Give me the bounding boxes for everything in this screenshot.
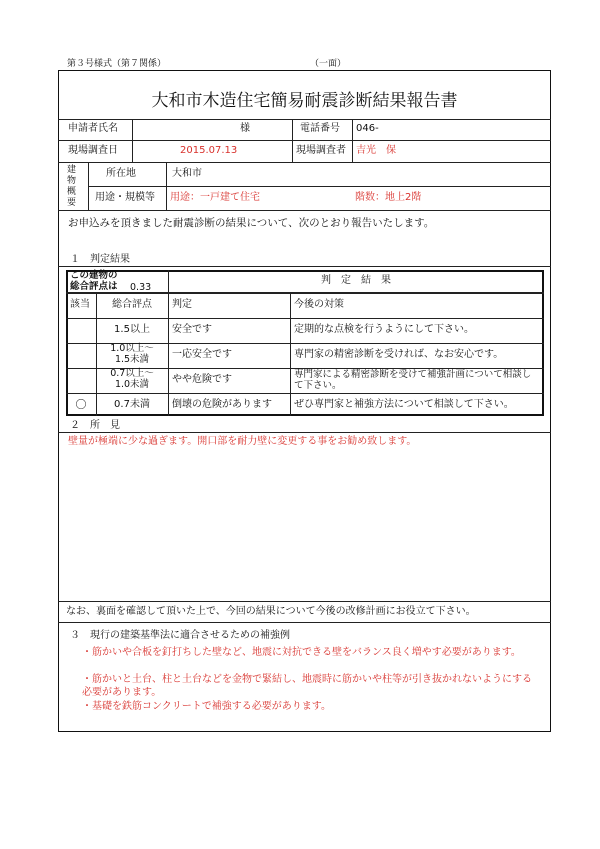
usage-value: 用途：一戸建て住宅 [170, 192, 260, 203]
row4-mark: 〇 [75, 398, 87, 411]
usage-label: 用途・規模等 [95, 192, 155, 203]
page-title: 大和市木造住宅簡易耐震診断結果報告書 [151, 91, 458, 111]
intro-text: お申込みを頂きました耐震診断の結果について、次のとおり報告いたします。 [68, 217, 435, 229]
result-header: 判 定 結 果 [321, 275, 391, 286]
row2-judgment: 一応安全です [172, 349, 232, 360]
phone-value: 046- [356, 123, 379, 134]
reinforcement-item-1: ・筋かいや合板を釘打ちした壁など、地震に対抗できる壁をバランス良く増やす必要があります。 [82, 647, 521, 658]
page-side: （一面） [310, 59, 347, 69]
row3-judgment: やや危険です [172, 374, 232, 385]
score-label-line2: 総合評点は [70, 281, 118, 292]
reinforcement-item-2: ・筋かいと土台、柱と土台などを金物で緊結し、地震時に筋かいや柱等が引き抜かれないようにする必要があります。 [82, 674, 532, 698]
closing-text: なお、裏面を確認して頂いた上で、今回の結果について今後の改修計画にお役立て下さい。 [66, 606, 476, 617]
row3-score-line2: 1.0未満 [114, 379, 150, 390]
applicant-name-label: 申請者氏名 [68, 123, 118, 134]
section1-heading: １ 判定結果 [70, 254, 130, 265]
row1-action: 定期的な点検を行うようにして下さい。 [294, 324, 474, 335]
row2-score-line2: 1.5未満 [114, 354, 150, 365]
honorific: 様 [240, 123, 250, 134]
row4-judgment: 倒壊の危険があります [172, 399, 272, 410]
section3-heading: ３ 現行の建築基準法に適合させるための補強例 [70, 630, 290, 641]
score-label-line1: この建物の [70, 270, 118, 281]
survey-date-value: 2015.07.13 [180, 145, 238, 156]
survey-date-label: 現場調査日 [68, 145, 118, 156]
col-judgment: 判定 [172, 299, 192, 310]
location-label: 所在地 [106, 168, 136, 179]
col-applicable: 該当 [70, 299, 90, 310]
reinforcement-item-3: ・基礎を鉄筋コンクリートで補強する必要があります。 [82, 701, 331, 712]
row1-judgment: 安全です [172, 324, 212, 335]
section2-heading: ２ 所 見 [70, 420, 120, 431]
inspector-value: 吉光 保 [356, 145, 396, 156]
row3-action: 専門家による精密診断を受けて補強計画について相談して下さい。 [294, 369, 532, 391]
row3-score-line1: 0.7以上～ [110, 368, 154, 379]
row2-score-line1: 1.0以上～ [110, 343, 154, 354]
score-value: 0.33 [130, 282, 152, 293]
building-side-label: 建物概要 [67, 165, 77, 208]
row4-action: ぜひ専門家と補強方法について相談して下さい。 [294, 399, 514, 410]
section2-remark: 壁量が極端に少な過ぎます。開口部を耐力壁に変更する事をお勧め致します。 [68, 436, 417, 447]
form-number: 第３号様式（第７関係） [67, 59, 167, 69]
col-action: 今後の対策 [294, 299, 344, 310]
inspector-label: 現場調査者 [296, 145, 346, 156]
floors-value: 階数：地上2階 [355, 192, 422, 203]
location-value: 大和市 [172, 168, 202, 179]
row1-score: 1.5以上 [114, 324, 150, 335]
phone-label: 電話番号 [300, 123, 340, 134]
col-score: 総合評点 [112, 299, 152, 310]
row2-action: 専門家の精密診断を受ければ、なお安心です。 [294, 349, 504, 360]
row4-score: 0.7未満 [114, 399, 150, 410]
